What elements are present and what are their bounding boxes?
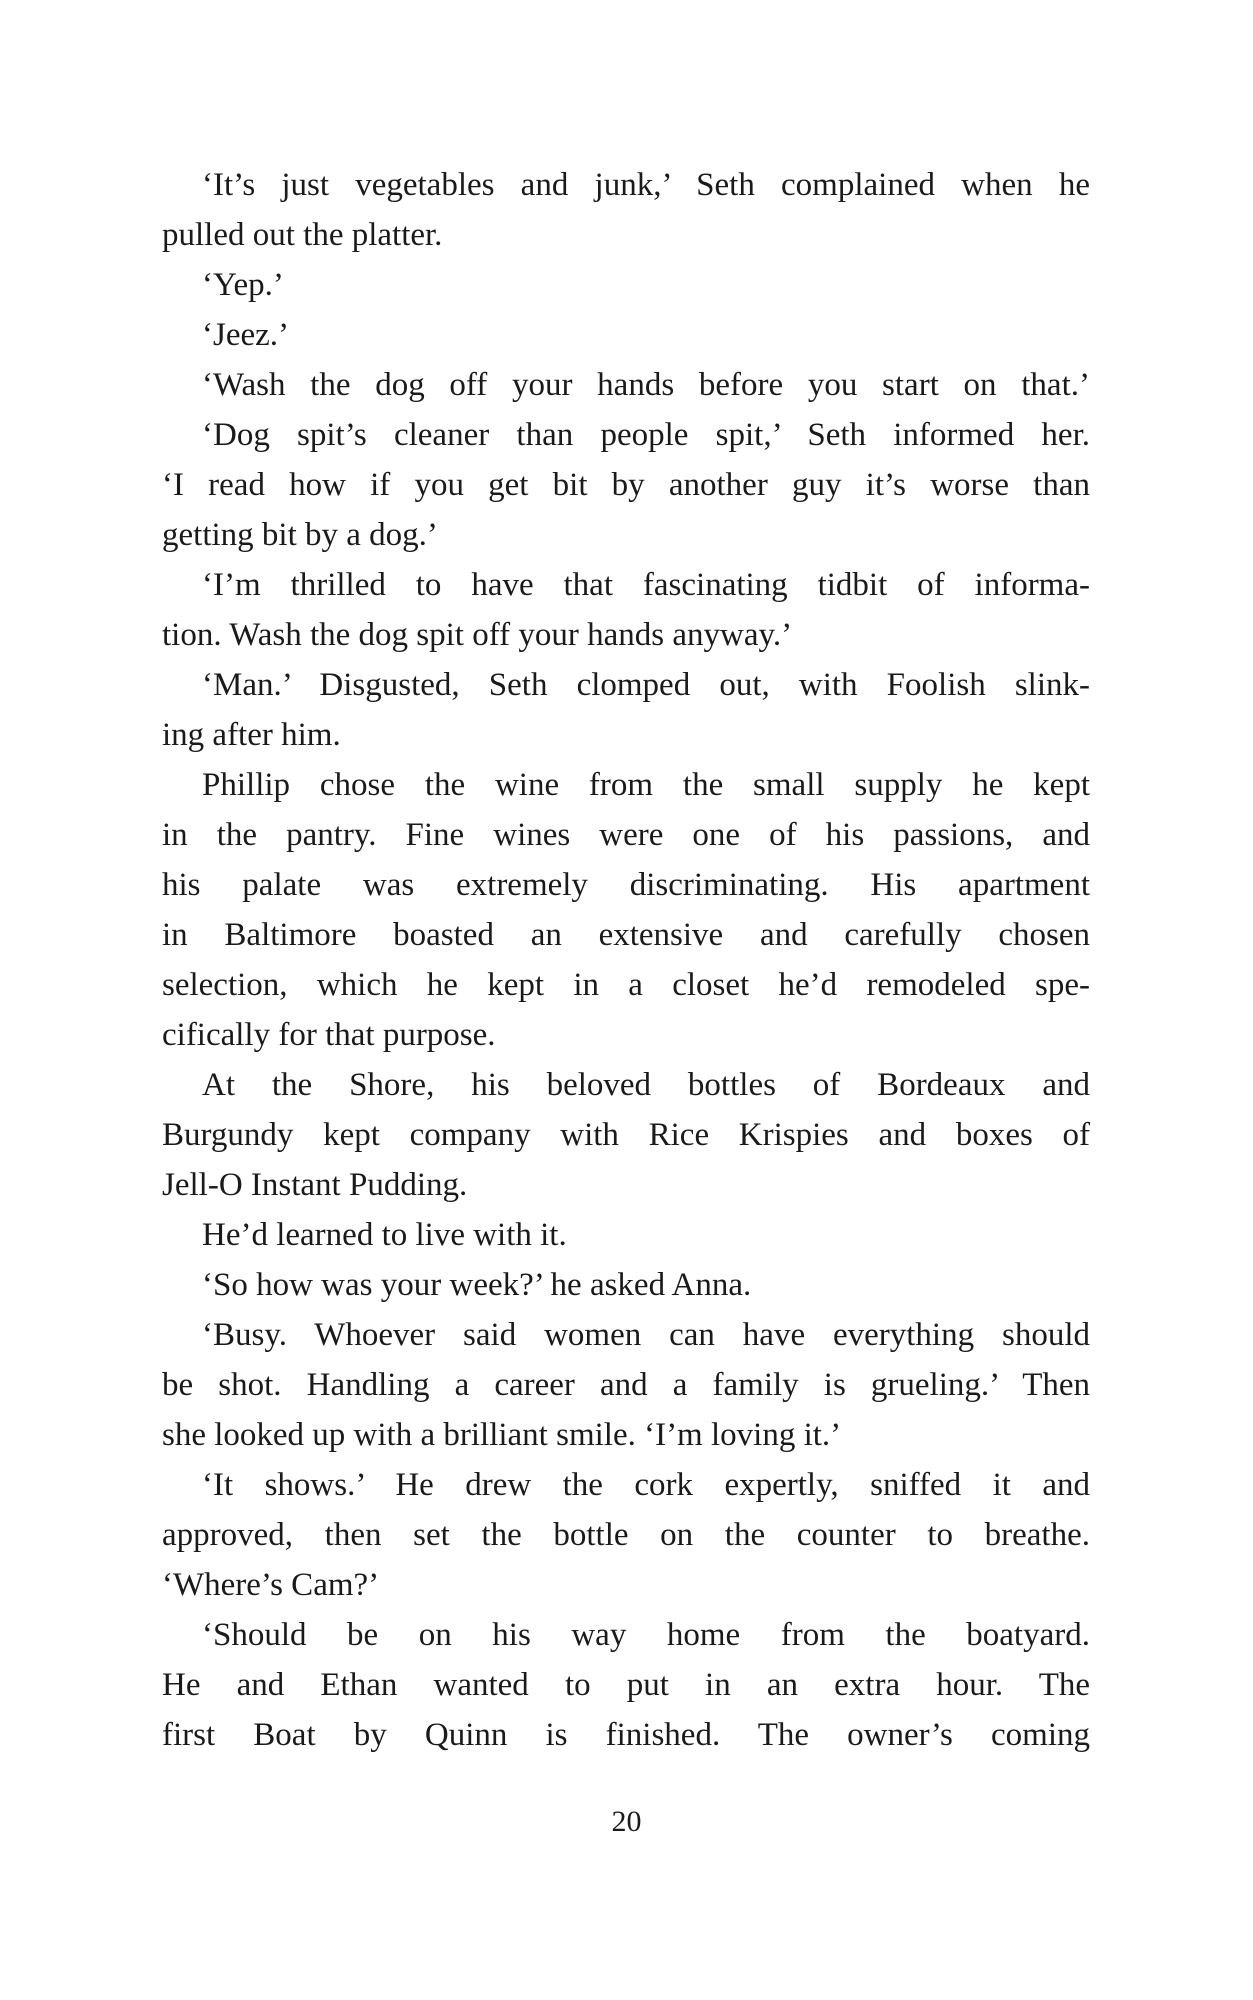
text-line: in the pantry. Fine wines were one of his passions, and bbox=[162, 817, 1090, 853]
text-line: ‘Man.’ Disgusted, Seth clomped out, with Foolish slink- bbox=[202, 667, 1090, 703]
text-line: He’d learned to live with it. bbox=[202, 1217, 567, 1253]
text-line: ‘I’m thrilled to have that fascinating tidbit of informa- bbox=[202, 567, 1090, 603]
text-line: cifically for that purpose. bbox=[162, 1017, 496, 1053]
text-line: his palate was extremely discriminating. His apartment bbox=[162, 867, 1090, 903]
text-line: approved, then set the bottle on the counter to breathe. bbox=[162, 1517, 1090, 1553]
text-line: ‘Yep.’ bbox=[202, 267, 284, 303]
text-line: At the Shore, his beloved bottles of Bordeaux and bbox=[202, 1067, 1090, 1103]
text-line: pulled out the platter. bbox=[162, 217, 443, 253]
text-line: ‘Busy. Whoever said women can have everything should bbox=[202, 1317, 1090, 1353]
text-line: selection, which he kept in a closet he’d remodeled spe- bbox=[162, 967, 1090, 1003]
text-line: ‘Dog spit’s cleaner than people spit,’ Seth informed her. bbox=[202, 417, 1090, 453]
text-line: getting bit by a dog.’ bbox=[162, 517, 438, 553]
text-line: tion. Wash the dog spit off your hands anyway.’ bbox=[162, 617, 793, 653]
text-line: Jell-O Instant Pudding. bbox=[162, 1167, 468, 1203]
text-line: ‘It shows.’ He drew the cork expertly, sniffed it and bbox=[202, 1467, 1090, 1503]
text-line: ‘Should be on his way home from the boatyard. bbox=[202, 1617, 1090, 1653]
text-line: ‘So how was your week?’ he asked Anna. bbox=[202, 1267, 752, 1303]
text-line: ‘Where’s Cam?’ bbox=[162, 1567, 380, 1603]
page-number: 20 bbox=[611, 1805, 642, 1838]
text-line: Burgundy kept company with Rice Krispies and boxes of bbox=[162, 1117, 1090, 1153]
text-line: in Baltimore boasted an extensive and carefully chosen bbox=[162, 917, 1090, 953]
body-text bbox=[162, 160, 1090, 1760]
text-line: ‘It’s just vegetables and junk,’ Seth complained when he bbox=[202, 167, 1090, 203]
text-line: first Boat by Quinn is finished. The owner’s coming bbox=[162, 1717, 1090, 1753]
text-line: she looked up with a brilliant smile. ‘I’m loving it.’ bbox=[162, 1417, 842, 1453]
text-line: ‘Wash the dog off your hands before you start on that.’ bbox=[202, 367, 1090, 403]
text-line: ‘Jeez.’ bbox=[202, 317, 290, 353]
text-line: ing after him. bbox=[162, 717, 341, 753]
text-line: ‘I read how if you get bit by another guy it’s worse than bbox=[162, 467, 1090, 503]
text-line: He and Ethan wanted to put in an extra hour. The bbox=[162, 1667, 1090, 1703]
text-line: be shot. Handling a career and a family is grueling.’ Then bbox=[162, 1367, 1090, 1403]
text-line: Phillip chose the wine from the small supply he kept bbox=[202, 767, 1090, 803]
